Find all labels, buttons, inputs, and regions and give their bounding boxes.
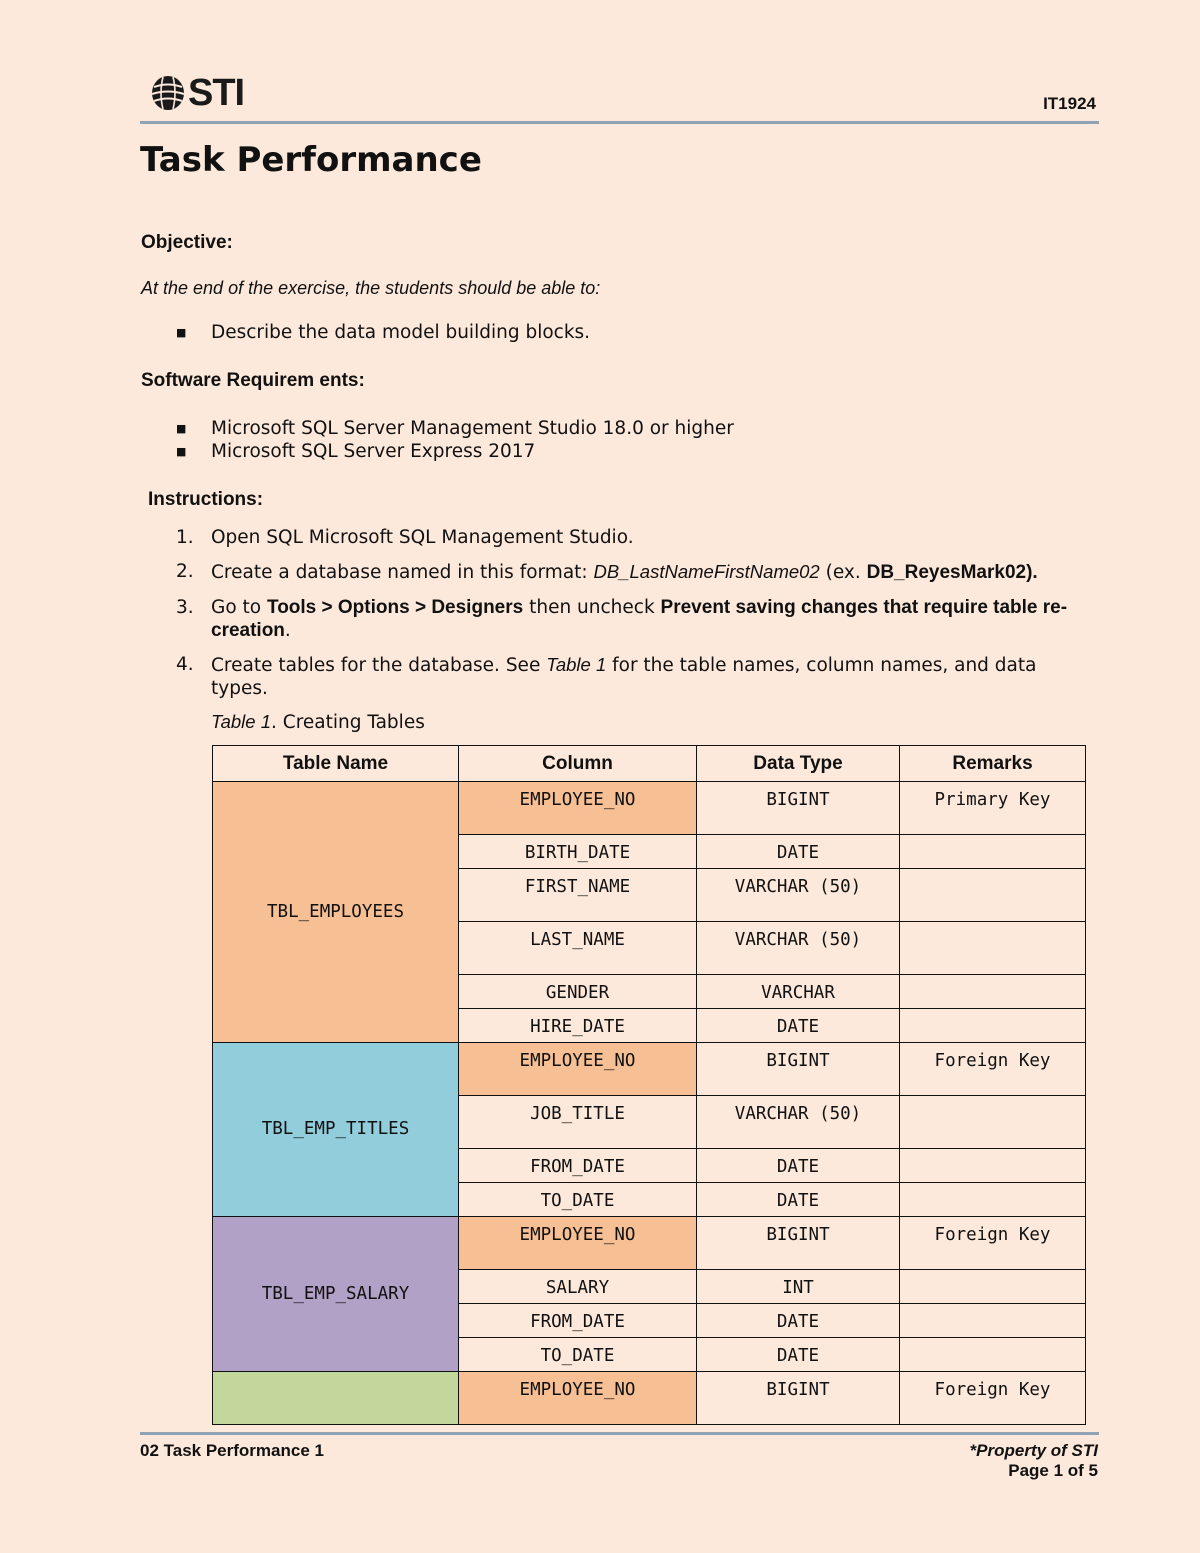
column-cell: FIRST_NAME [459, 869, 697, 922]
header-table-name: Table Name [213, 746, 459, 782]
objective-list [176, 321, 590, 344]
table-row [213, 782, 1086, 835]
remarks-cell: Primary Key [900, 782, 1086, 835]
remarks-cell [900, 1270, 1086, 1304]
footer-info [970, 1441, 1098, 1481]
remarks-cell [900, 869, 1086, 922]
objective-heading: Objective: [141, 232, 233, 253]
table-caption: Table 1. Creating Tables [211, 711, 425, 733]
remarks-cell [900, 922, 1086, 975]
type-cell: VARCHAR (50) [697, 869, 900, 922]
type-cell: VARCHAR [697, 975, 900, 1009]
column-cell: HIRE_DATE [459, 1009, 697, 1043]
column-cell: EMPLOYEE_NO [459, 1217, 697, 1270]
header-data-type: Data Type [697, 746, 900, 782]
instruction-step: 4. Create tables for the database. See Table 1 for the table names, column names, and data types. [176, 654, 1037, 699]
objective-intro: At the end of the exercise, the students should be able to: [141, 278, 601, 298]
remarks-cell [900, 1338, 1086, 1372]
table-name-cell: TBL_EMPLOYEES [213, 782, 459, 1043]
column-cell: EMPLOYEE_NO [459, 1372, 697, 1425]
footer-course: 02 Task Performance 1 [140, 1441, 324, 1460]
instruction-step: 1. Open SQL Microsoft SQL Management Studio. [176, 527, 634, 548]
bullet-icon: ■ [176, 326, 187, 339]
list-item: ■ Describe the data model building blocks. [176, 322, 591, 343]
column-cell: LAST_NAME [459, 922, 697, 975]
remarks-cell: Foreign Key [900, 1043, 1086, 1096]
column-cell: EMPLOYEE_NO [459, 782, 697, 835]
remarks-cell [900, 1183, 1086, 1217]
type-cell: DATE [697, 1338, 900, 1372]
remarks-cell [900, 1304, 1086, 1338]
remarks-cell: Foreign Key [900, 1372, 1086, 1425]
globe-icon [150, 73, 186, 113]
column-cell: GENDER [459, 975, 697, 1009]
instruction-step: 2. Create a database named in this format: DB_LastNameFirstName02 (ex. DB_ReyesMark02). [176, 561, 1038, 583]
type-cell: DATE [697, 1149, 900, 1183]
type-cell: BIGINT [697, 1372, 900, 1425]
sti-logo [150, 72, 244, 114]
list-item: ■ Microsoft SQL Server Express 2017 [176, 441, 536, 462]
column-cell: JOB_TITLE [459, 1096, 697, 1149]
software-heading: Software Requirem ents: [141, 370, 365, 391]
type-cell: BIGINT [697, 1043, 900, 1096]
footer-divider [140, 1432, 1099, 1435]
column-cell: FROM_DATE [459, 1304, 697, 1338]
column-cell: TO_DATE [459, 1183, 697, 1217]
remarks-cell [900, 835, 1086, 869]
page-number: Page 1 of 5 [1008, 1461, 1098, 1480]
remarks-cell: Foreign Key [900, 1217, 1086, 1270]
table-name-cell: TBL_EMP_TITLES [213, 1043, 459, 1217]
document-code: IT1924 [1043, 94, 1096, 113]
remarks-cell [900, 1096, 1086, 1149]
type-cell: DATE [697, 1183, 900, 1217]
type-cell: DATE [697, 1304, 900, 1338]
table-row [213, 1043, 1086, 1096]
type-cell: DATE [697, 1009, 900, 1043]
table-header-row [213, 746, 1086, 782]
logo-text: STI [188, 71, 245, 114]
instructions-list [176, 560, 1096, 584]
table-row [213, 1217, 1086, 1270]
remarks-cell [900, 1149, 1086, 1183]
column-cell: TO_DATE [459, 1338, 697, 1372]
column-cell: SALARY [459, 1270, 697, 1304]
column-cell: FROM_DATE [459, 1149, 697, 1183]
type-cell: BIGINT [697, 782, 900, 835]
remarks-cell [900, 1009, 1086, 1043]
header-divider [140, 121, 1099, 124]
table-name-cell: TBL_EMP_SALARY [213, 1217, 459, 1372]
header-remarks: Remarks [900, 746, 1086, 782]
column-cell: BIRTH_DATE [459, 835, 697, 869]
bullet-icon: ■ [176, 422, 187, 435]
instructions-list [176, 526, 1096, 549]
type-cell: VARCHAR (50) [697, 922, 900, 975]
tables-spec [212, 745, 1086, 1425]
page-title: Task Performance [140, 140, 482, 180]
remarks-cell [900, 975, 1086, 1009]
instructions-list [176, 653, 1096, 700]
instructions-list [176, 596, 1096, 642]
bullet-icon: ■ [176, 445, 187, 458]
type-cell: BIGINT [697, 1217, 900, 1270]
type-cell: VARCHAR (50) [697, 1096, 900, 1149]
instruction-step: 3. Go to Tools > Options > Designers then uncheck Prevent saving changes that require table re- creation. [176, 597, 1068, 641]
table-name-cell [213, 1372, 459, 1425]
instructions-heading: Instructions: [148, 489, 264, 510]
software-list [176, 417, 734, 463]
table-row [213, 1372, 1086, 1425]
type-cell: DATE [697, 835, 900, 869]
property-note: *Property of STI [969, 1441, 1098, 1460]
list-item: ■ Microsoft SQL Server Management Studio 18.0 or higher [176, 418, 734, 439]
column-cell: EMPLOYEE_NO [459, 1043, 697, 1096]
type-cell: INT [697, 1270, 900, 1304]
header-column: Column [459, 746, 697, 782]
